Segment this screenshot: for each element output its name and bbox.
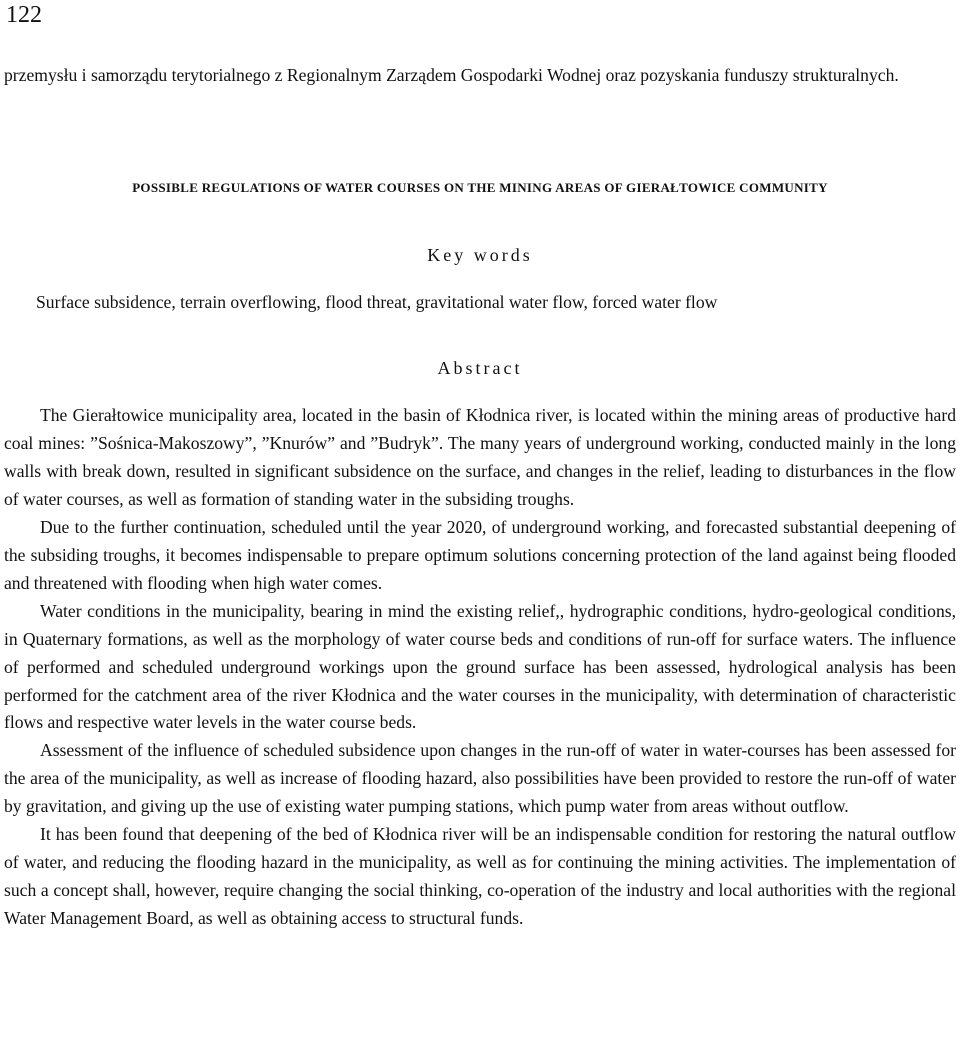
abstract-body <box>4 402 956 933</box>
intro-paragraph: przemysłu i samorządu terytorialnego z Regionalnym Zarządem Gospodarki Wodnej oraz pozyskania funduszy strukturalnych. <box>4 65 899 85</box>
article-title: POSSIBLE REGULATIONS OF WATER COURSES ON THE MINING AREAS OF GIERAŁTOWICE COMMUNITY <box>132 180 828 195</box>
abstract-paragraph: Due to the further continuation, scheduled until the year 2020, of underground working, and forecasted substantial deepening of the subsiding troughs, it becomes indispensable to prepare optimum solutions concerning protection of the land against being flooded and threatened with flooding when high water comes. <box>4 516 956 593</box>
page-number: 122 <box>6 2 42 28</box>
keywords-heading: Key words <box>427 245 533 265</box>
abstract-paragraph: Assessment of the influence of scheduled subsidence upon changes in the run-off of water in water-courses has been assessed for the area of the municipality, as well as increase of flooding hazard, also possibilities have been provided to restore the run-off of water by gravitation, and giving up the use of existing water pumping stations, which pump water from areas without outflow. <box>4 740 956 817</box>
keywords-text: Surface subsidence, terrain overflowing, flood threat, gravitational water flow, forced water flow <box>36 292 718 312</box>
abstract-paragraph: Water conditions in the municipality, bearing in mind the existing relief,, hydrographic conditions, hydro-geological conditions, in Quaternary formations, as well as the morphology of water course beds and conditions of run-off for surface waters. The influence of performed and scheduled underground workings upon the ground surface has been assessed, hydrological analysis has been performed for the catchment area of the river Kłodnica and the water courses in the municipality, with determination of characteristic flows and respective water levels in the water course beds. <box>4 600 956 733</box>
abstract-heading: Abstract <box>437 358 523 378</box>
abstract-paragraph: It has been found that deepening of the bed of Kłodnica river will be an indispensable condition for restoring the natural outflow of water, and reducing the flooding hazard in the municipality, as well as for continuing the mining activities. The implementation of such a concept shall, however, require changing the social thinking, co-operation of the industry and local authorities with the regional Water Management Board, as well as obtaining access to structural funds. <box>4 824 956 929</box>
abstract-paragraph: The Gierałtowice municipality area, located in the basin of Kłodnica river, is located within the mining areas of productive hard coal mines: ”Sośnica-Makoszowy”, ”Knurów” and ”Budryk”. The many years of underground working, conducted mainly in the long walls with break down, resulted in significant subsidence on the surface, and changes in the relief, leading to disturbances in the flow of water courses, as well as formation of standing water in the subsiding troughs. <box>4 405 956 509</box>
